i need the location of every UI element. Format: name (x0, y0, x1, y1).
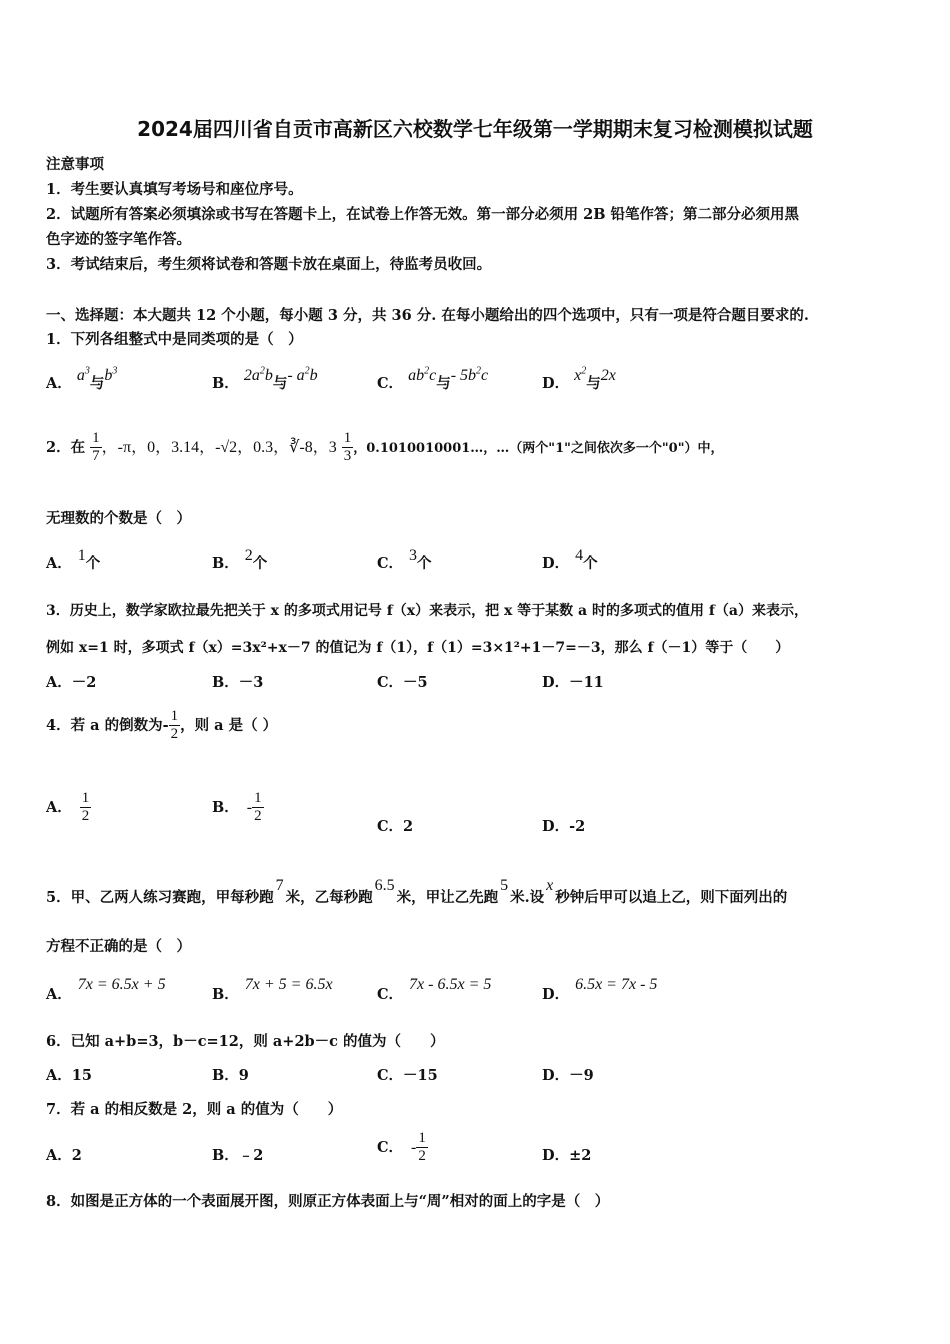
q3-option-a[interactable] (46, 671, 96, 692)
notice-heading: 注意事项 (46, 156, 104, 173)
q3-option-b[interactable] (212, 671, 263, 692)
option-label: C． (377, 818, 404, 835)
q1-option-a[interactable]: A． $a^3$与$b^3$ (46, 365, 118, 392)
q5-variable: x (546, 877, 554, 894)
option-text: －3 (238, 674, 264, 691)
q4-option-c[interactable] (377, 815, 413, 836)
q5-option-c[interactable] (377, 976, 492, 1004)
question-5-stem (46, 877, 788, 907)
option-text: －11 (569, 674, 604, 691)
option-unit: 个 (85, 555, 101, 572)
option-equation: 6.5x = 7x - 5 (575, 976, 658, 993)
conj: 与 (89, 375, 105, 392)
question-3-line1: 3．历史上，数学家欧拉最先把关于 x 的多项式用记号 f（x）来表示，把 x 等于某数 a 时的多项式的值用 f（a）来表示， (46, 603, 808, 619)
option-label: A． (46, 1147, 72, 1164)
q4-option-a[interactable] (46, 790, 91, 826)
q5-option-a[interactable] (46, 976, 166, 1004)
option-text: －15 (403, 1067, 438, 1084)
option-label: B． (212, 1067, 239, 1084)
option-label: A． (46, 555, 72, 572)
fraction-one-third: $\frac{1}{3}$ (343, 430, 352, 465)
q2-option-d[interactable] (542, 547, 598, 573)
option-label: B． (212, 555, 239, 572)
q5-part: 米，乙每秒跑 (285, 889, 373, 906)
q7-option-d[interactable] (542, 1144, 591, 1165)
option-unit: 个 (583, 555, 598, 572)
option-label: C． (377, 375, 404, 392)
conj: 与 (436, 375, 451, 392)
option-equation: 7x = 6.5x + 5 (77, 976, 166, 993)
q2-option-a[interactable] (46, 547, 101, 573)
q3-option-c[interactable] (377, 671, 428, 692)
q5-part: 米.设 (510, 889, 545, 906)
conj: 与 (272, 375, 288, 392)
option-text: 15 (71, 1067, 92, 1084)
option-label: C． (377, 674, 404, 691)
notice-item-3: 3．考试结束后，考生须将试卷和答题卡放在桌面上，待监考员收回。 (46, 256, 492, 273)
option-label: C． (377, 555, 404, 572)
q4-suffix: ，则 a 是（ ） (180, 716, 278, 734)
option-text: ±2 (569, 1147, 592, 1164)
question-2-line2: 无理数的个数是（ ） (46, 510, 191, 527)
option-text: -2 (569, 818, 586, 835)
notice-item-1: 1．考生要认真填写考场号和座位序号。 (46, 181, 303, 198)
option-label: D． (542, 1067, 570, 1084)
option-label: A． (46, 798, 72, 816)
option-label: A． (46, 1067, 72, 1084)
option-equation: 7x + 5 = 6.5x (244, 976, 333, 993)
option-label: B． (212, 986, 239, 1003)
q5-value: 7 (275, 877, 284, 894)
page-title: 2024届四川省自贡市高新区六校数学七年级第一学期期末复习检测模拟试题 (137, 117, 813, 141)
q6-option-c[interactable] (377, 1064, 438, 1085)
q6-option-a[interactable] (46, 1064, 92, 1085)
option-label: D． (542, 555, 570, 572)
section-heading: 一、选择题：本大题共 12 个小题，每小题 3 分，共 36 分. 在每小题给出的四个选项中，只有一项是符合题目要求的. (46, 307, 809, 324)
option-label: A． (46, 375, 72, 392)
option-label: D． (542, 986, 570, 1003)
question-5-line2: 方程不正确的是（ ） (46, 938, 191, 955)
q6-option-d[interactable] (542, 1064, 594, 1085)
q4-prefix: 4．若 a 的倒数为- (46, 716, 169, 734)
option-label: C． (377, 1138, 404, 1156)
option-text: ﹣2 (238, 1147, 264, 1164)
q1-option-c[interactable]: C． $ab^2c$与- $5b^2c$ (377, 365, 489, 392)
question-7-stem: 7．若 a 的相反数是 2，则 a 的值为（ ） (46, 1101, 343, 1118)
q2-number-list: ，-π，0，3.14，-√2，0.3，∛-8，3 (101, 438, 337, 456)
q5-part: 5．甲、乙两人练习赛跑，甲每秒跑 (46, 889, 274, 906)
fraction-one-half: $\frac{1}{2}$ (170, 708, 179, 743)
q3-option-d[interactable] (542, 671, 604, 692)
option-unit: 个 (252, 555, 268, 572)
option-text: 2 (403, 818, 414, 835)
option-text: －2 (71, 674, 97, 691)
q5-part: 秒钟后甲可以追上乙，则下面列出的 (555, 889, 788, 906)
fraction-one-half: $\frac{1}{2}$ (418, 1130, 426, 1165)
q5-option-d[interactable] (542, 976, 658, 1004)
question-8-stem: 8．如图是正方体的一个表面展开图，则原正方体表面上与“周”相对的面上的字是（ ） (46, 1193, 610, 1210)
q2-option-b[interactable] (212, 547, 268, 573)
option-number: 1 (77, 547, 86, 564)
option-label: D． (542, 674, 570, 691)
option-label: A． (46, 986, 72, 1003)
q4-option-d[interactable] (542, 815, 585, 836)
option-label: B． (212, 674, 239, 691)
notice-item-2: 2．试题所有答案必须填涂或书写在答题卡上，在试卷上作答无效。第一部分必须用 2B 铅笔作答；第二部分必须用黑 (46, 206, 800, 223)
q2-tail: ，0.1010010001…，…（两个"1"之间依次多一个"0"）中， (353, 440, 724, 456)
fraction-one-half: $\frac{1}{2}$ (254, 790, 262, 825)
option-label: B． (212, 375, 239, 392)
q4-option-b[interactable] (212, 790, 264, 826)
option-text: 2 (71, 1147, 82, 1164)
option-label: D． (542, 1147, 570, 1164)
q5-option-b[interactable] (212, 976, 333, 1004)
q7-option-c[interactable] (377, 1130, 428, 1166)
q5-value: 6.5 (374, 877, 395, 894)
option-equation: 7x - 6.5x = 5 (409, 976, 492, 993)
q6-option-b[interactable] (212, 1064, 249, 1085)
q2-option-c[interactable] (377, 547, 432, 573)
option-label: B． (212, 798, 239, 816)
q7-option-a[interactable] (46, 1144, 82, 1165)
option-label: D． (542, 375, 570, 392)
q1-option-d[interactable]: D． $x^2$与2x (542, 365, 616, 392)
option-label: A． (46, 674, 72, 691)
fraction-one-half: $\frac{1}{2}$ (81, 790, 90, 825)
question-6-stem: 6．已知 a+b=3，b－c=12，则 a+2b－c 的值为（ ） (46, 1033, 445, 1050)
option-text: －9 (569, 1067, 594, 1084)
notice-item-2-cont: 色字迹的签字笔作答。 (46, 231, 191, 248)
q5-part: 米，甲让乙先跑 (396, 889, 499, 906)
q5-value: 5 (500, 877, 509, 894)
option-text: －5 (403, 674, 428, 691)
question-1-stem: 1．下列各组整式中是同类项的是（ ） (46, 331, 303, 348)
option-number: 4 (575, 547, 584, 564)
q1-option-b[interactable]: B． $2a^2b$与- $a^2b$ (212, 365, 318, 392)
option-label: D． (542, 818, 570, 835)
question-3-line2: 例如 x=1 时，多项式 f（x）=3x²+x－7 的值记为 f（1），f（1）=3×1²+1－7=－3，那么 f（－1）等于（ ） (46, 640, 790, 656)
option-text: 9 (238, 1067, 249, 1084)
option-unit: 个 (417, 555, 432, 572)
option-number: 2 (244, 547, 253, 564)
option-number: 3 (409, 547, 418, 564)
conj: 与 (586, 375, 601, 392)
q7-option-b[interactable] (212, 1144, 263, 1165)
q2-prefix: 2．在 (46, 438, 86, 456)
option-sign: - (246, 798, 253, 816)
option-label: B． (212, 1147, 239, 1164)
question-2-stem (46, 430, 723, 466)
option-label: C． (377, 986, 404, 1003)
option-label: C． (377, 1067, 404, 1084)
option-sign: - (411, 1138, 417, 1156)
fraction-one-seventh: $\frac{1}{7}$ (92, 430, 100, 465)
question-4-stem (46, 708, 277, 744)
